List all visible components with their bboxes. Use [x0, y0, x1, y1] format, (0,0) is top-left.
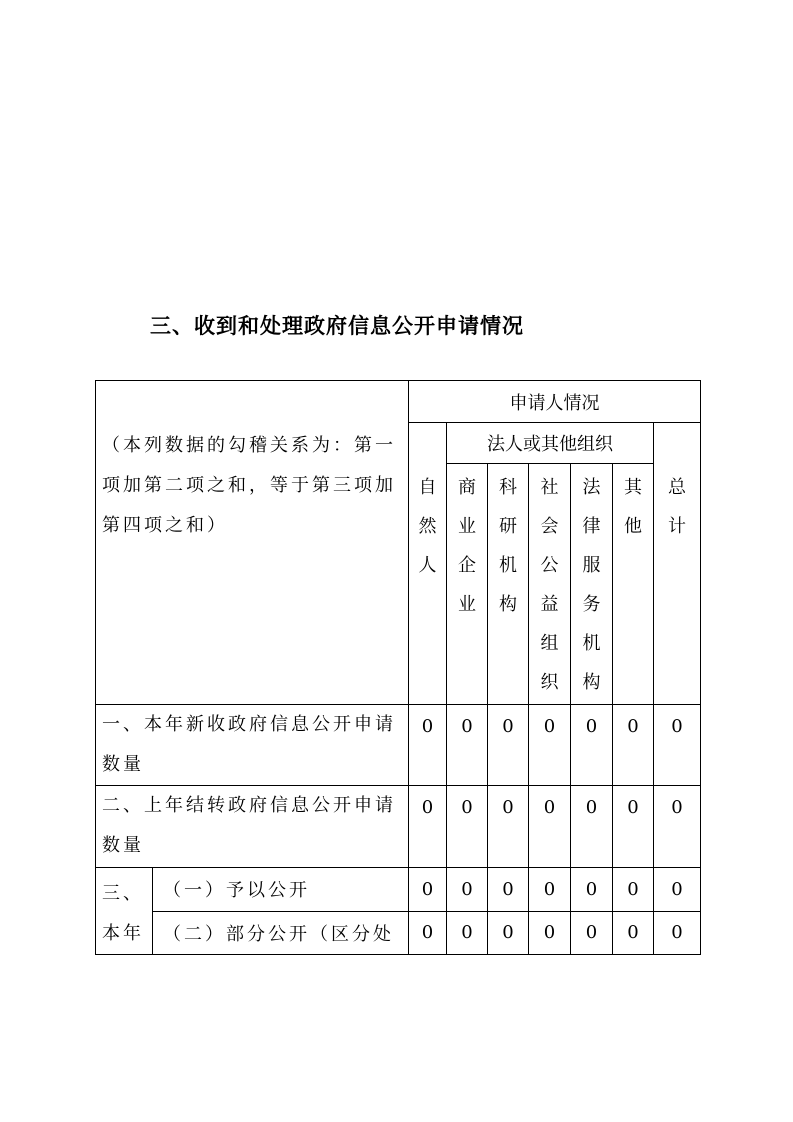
table-cell: 0 [654, 868, 701, 912]
table-cell: 0 [613, 911, 654, 955]
table-cell: 0 [488, 705, 529, 786]
section3-label: 三、本年 [96, 868, 153, 955]
col-research: 科 研 机 构 [488, 464, 529, 705]
natural-person-label: 自 然 人 [418, 477, 437, 576]
table-cell: 0 [613, 786, 654, 868]
col-commercial: 商 业 企 业 [447, 464, 488, 705]
table-cell: 0 [409, 705, 447, 786]
col-total [654, 423, 701, 705]
table-cell: 0 [488, 911, 529, 955]
table-row [96, 868, 701, 912]
table-cell: 0 [447, 705, 488, 786]
table-cell: 0 [613, 868, 654, 912]
table-cell: 0 [529, 786, 571, 868]
table-cell: 0 [447, 868, 488, 912]
table-row [96, 786, 701, 868]
application-stats-table [95, 380, 701, 955]
table-cell: 0 [529, 911, 571, 955]
table-cell: 0 [571, 786, 613, 868]
table-row [96, 911, 701, 955]
table-cell: 0 [529, 705, 571, 786]
table-cell: 0 [571, 868, 613, 912]
table-note: （本列数据的勾稽关系为：第一项加第二项之和，等于第三项加第四项之和） [96, 381, 409, 705]
table-cell: 0 [529, 868, 571, 912]
subrow-label: （一）予以公开 [153, 868, 409, 912]
table-cell: 0 [571, 705, 613, 786]
section-title: 三、收到和处理政府信息公开申请情况 [150, 314, 524, 338]
table-cell: 0 [613, 705, 654, 786]
row-label: 一、本年新收政府信息公开申请数量 [96, 705, 409, 786]
applicant-header: 申请人情况 [409, 381, 701, 423]
row-label: 二、上年结转政府信息公开申请数量 [96, 786, 409, 868]
table-cell: 0 [409, 786, 447, 868]
table-cell: 0 [488, 868, 529, 912]
table-row [96, 705, 701, 786]
table-cell: 0 [447, 786, 488, 868]
subrow-label: （二）部分公开（区分处 [153, 911, 409, 955]
table-cell: 0 [654, 786, 701, 868]
table-cell: 0 [654, 911, 701, 955]
table-cell: 0 [488, 786, 529, 868]
col-natural-person [409, 423, 447, 705]
col-other: 其 他 [613, 464, 654, 705]
col-legal-service: 法 律 服 务 机 构 [571, 464, 613, 705]
col-public-welfare: 社 会 公 益 组 织 [529, 464, 571, 705]
total-label: 总 计 [668, 477, 686, 537]
table-cell: 0 [447, 911, 488, 955]
table-cell: 0 [571, 911, 613, 955]
table-cell: 0 [409, 911, 447, 955]
org-header: 法人或其他组织 [447, 423, 654, 464]
table-cell: 0 [654, 705, 701, 786]
table-cell: 0 [409, 868, 447, 912]
